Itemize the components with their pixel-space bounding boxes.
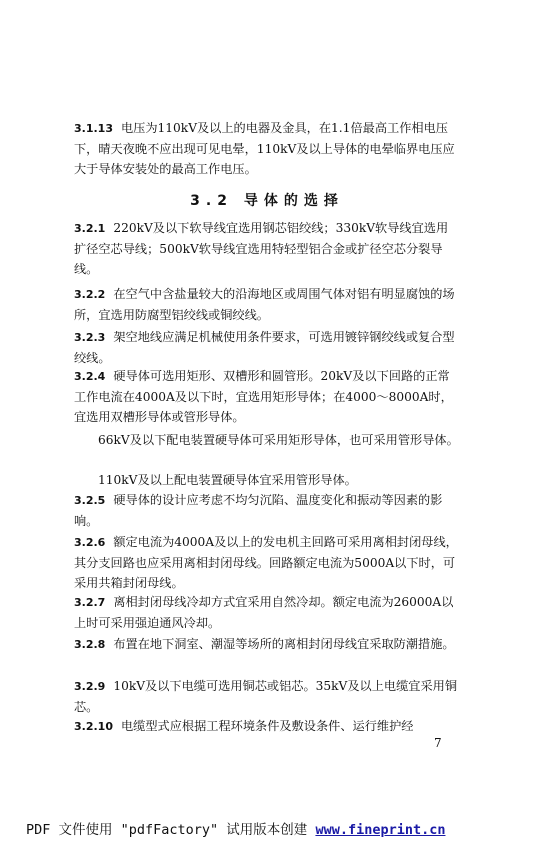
- clause-text: 在空气中含盐量较大的沿海地区或周围气体对铝有明显腐蚀的场所，宜选用防腐型铝绞线或铜绞线。: [74, 287, 455, 322]
- paragraph-3-2-10: [74, 716, 460, 737]
- footer-link[interactable]: www.fineprint.cn: [315, 822, 446, 838]
- pdf-footer: [26, 818, 445, 838]
- footer-text: PDF 文件使用 "pdfFactory" 试用版本创建: [26, 822, 316, 838]
- clause-text: 架空地线应满足机械使用条件要求，可选用镀锌钢绞线或复合型绞线。: [74, 330, 455, 365]
- paragraph-3-1-13: [74, 118, 460, 179]
- clause-number: 3.2.6: [74, 536, 106, 549]
- paragraph-3-2-1: [74, 218, 460, 279]
- paragraph-3-2-5: [74, 490, 460, 531]
- paragraph-3-2-2: [74, 284, 460, 325]
- paragraph-3-2-4-c: 110kV及以上配电装置硬导体宜采用管形导体。: [98, 473, 357, 487]
- page-number: 7: [434, 736, 442, 750]
- paragraph-3-2-6: [74, 532, 460, 593]
- clause-number: 3.2.4: [74, 370, 106, 383]
- clause-text: 电压为110kV及以上的电器及金具，在1.1倍最高工作相电压下，晴天夜晚不应出现可见电晕，110kV及以上导体的电晕临界电压应大于导体安装处的最高工作电压。: [74, 121, 455, 176]
- clause-text: 离相封闭母线冷却方式宜采用自然冷却。额定电流为26000A以上时可采用强迫通风冷却。: [74, 595, 454, 630]
- clause-number: 3.2.1: [74, 222, 106, 235]
- clause-text: 硬导体的设计应考虑不均匀沉陷、温度变化和振动等因素的影响。: [74, 493, 443, 528]
- clause-number: 3.2.2: [74, 288, 106, 301]
- clause-number: 3.2.7: [74, 596, 106, 609]
- clause-number: 3.2.10: [74, 720, 113, 733]
- clause-number: 3.2.9: [74, 680, 106, 693]
- clause-text: 额定电流为4000A及以上的发电机主回路可采用离相封闭母线，其分支回路也应采用离相封闭母线。回路额定电流为5000A以下时，可采用共箱封闭母线。: [74, 535, 458, 590]
- clause-number: 3.2.3: [74, 331, 106, 344]
- paragraph-3-2-8: [74, 634, 460, 655]
- clause-text: 硬导体可选用矩形、双槽形和圆管形。20kV及以下回路的正常工作电流在4000A及以下时，宜选用矩形导体；在4000～8000A时，宜选用双槽形导体或管形导体。: [74, 369, 453, 424]
- clause-number: 3.2.8: [74, 638, 106, 651]
- clause-text: 10kV及以下电缆可选用铜芯或铝芯。35kV及以上电缆宜采用铜芯。: [74, 679, 458, 714]
- paragraph-3-2-9: [74, 676, 460, 717]
- clause-text: 布置在地下洞室、潮湿等场所的离相封闭母线宜采取防潮措施。: [113, 637, 455, 651]
- paragraph-3-2-3: [74, 327, 460, 368]
- clause-text: 220kV及以下软导线宜选用钢芯铝绞线；330kV软导线宜选用扩径空芯导线；500kV软导线宜选用特轻型铝合金或扩径空芯分裂导线。: [74, 221, 449, 276]
- clause-number: 3.1.13: [74, 122, 113, 135]
- section-title: 3.2 导体的选择: [190, 193, 344, 209]
- paragraph-3-2-4: [74, 366, 460, 427]
- paragraph-3-2-4-b: 66kV及以下配电装置硬导体可采用矩形导体，也可采用管形导体。: [98, 433, 459, 447]
- clause-number: 3.2.5: [74, 494, 106, 507]
- clause-text: 电缆型式应根据工程环境条件及敷设条件、运行维护经: [120, 719, 414, 733]
- paragraph-3-2-7: [74, 592, 460, 633]
